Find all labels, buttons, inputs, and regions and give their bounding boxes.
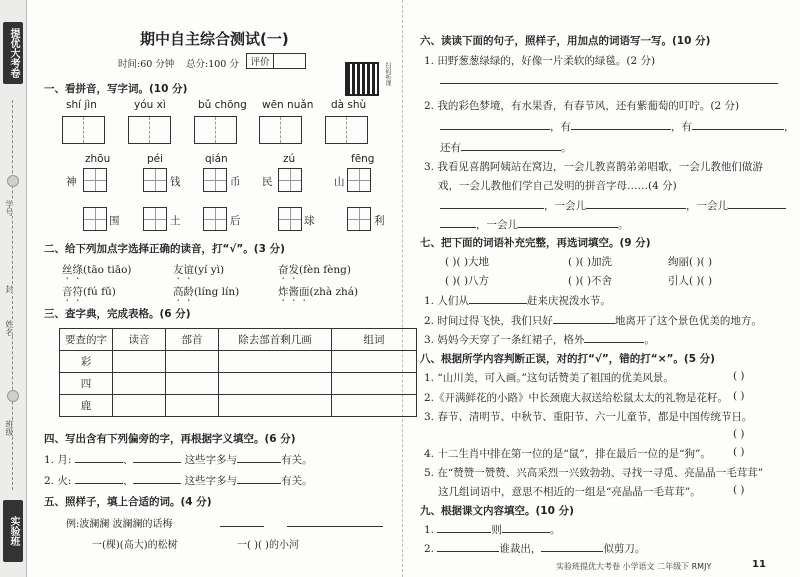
judge-item: 3. 春节、清明节、中秋节、重阳节、六一儿童节，都是中国传统节日。 <box>424 411 753 423</box>
table-row <box>60 395 417 417</box>
item-text: 。 <box>549 524 561 536</box>
choice-options: (líng lín) <box>194 286 240 298</box>
recite-item <box>424 522 560 537</box>
answer-cell[interactable] <box>219 395 332 417</box>
choice-word: 友谊 <box>173 264 194 276</box>
fill-line-4 <box>440 217 629 232</box>
radical-char: 利 <box>374 215 385 227</box>
column-header: 部首 <box>166 329 219 351</box>
item-end: 有关。 <box>281 454 313 466</box>
pinyin: shí jìn <box>66 99 97 111</box>
label-cut: 封 <box>5 285 14 293</box>
char-box[interactable] <box>347 207 371 231</box>
answer-cell[interactable] <box>166 373 219 395</box>
pinyin: bǔ chōng <box>198 99 247 111</box>
brand-logo-bottom: 实验班 <box>3 500 23 562</box>
fill-text: 。 <box>618 219 629 231</box>
radical-pinyin: péi <box>147 153 164 165</box>
answer-grid[interactable] <box>259 116 302 144</box>
fill-line-1 <box>440 119 795 134</box>
column-divider <box>402 0 403 577</box>
table-row <box>60 351 417 373</box>
fill-text: ， <box>784 121 795 133</box>
choice-word: 音符 <box>62 286 83 298</box>
item-text: 似剪刀。 <box>603 543 646 555</box>
choice-word: 丝绦 <box>62 264 83 276</box>
radical-char: 围 <box>109 215 120 227</box>
char-box[interactable] <box>83 207 107 231</box>
item-text: 地离开了这个景色优美的地方。 <box>614 315 762 327</box>
answer-grid[interactable] <box>62 116 105 144</box>
pinyin-choice[interactable] <box>62 284 116 304</box>
answer-blank[interactable] <box>469 303 527 304</box>
item-text: 1. 人们从 <box>424 295 469 307</box>
judge-item: 5. 在“赞赞一赞赞、兴高采烈一兴致勃勃、寻找一寻觅、亮晶晶一毛茸茸” <box>424 467 764 479</box>
time-label: 时间:60 分钟 <box>118 59 175 70</box>
idiom-fill[interactable]: ( )( )加洗 <box>568 256 613 268</box>
answer-cell[interactable] <box>113 373 166 395</box>
answer-blank[interactable] <box>437 532 491 533</box>
answer-grid[interactable] <box>325 116 368 144</box>
radical-char: 球 <box>304 215 315 227</box>
judge-item: 4. 十二生肖中排在第一位的是“鼠”，排在最后一位的是“狗”。 <box>424 448 711 460</box>
radical-pinyin: qián <box>205 153 228 165</box>
column-header: 除去部首剩几画 <box>219 329 332 351</box>
answer-blank[interactable] <box>440 129 550 130</box>
answer-blank[interactable] <box>586 208 686 209</box>
judge-answer[interactable]: ( ) <box>733 446 745 458</box>
pinyin-choice[interactable] <box>278 262 351 282</box>
item-end: 有关。 <box>281 475 313 487</box>
item-text: 则 <box>491 524 502 536</box>
char-box[interactable] <box>203 168 227 192</box>
radical-char: 后 <box>230 215 241 227</box>
radical-char: 山 <box>334 176 345 188</box>
choose-item <box>424 293 611 308</box>
answer-blank[interactable] <box>220 526 264 527</box>
section-6-heading: 六、读读下面的句子，照样子，用加点的词语写一写。(10 分) <box>420 35 711 47</box>
pinyin-choice[interactable] <box>62 262 132 282</box>
item-text: 谁裁出， <box>499 543 542 555</box>
answer-cell[interactable] <box>166 395 219 417</box>
answer-blank[interactable] <box>75 462 123 463</box>
answer-blank[interactable] <box>461 150 561 151</box>
radical-char: 钱 <box>170 176 181 188</box>
answer-blank[interactable] <box>518 227 618 228</box>
item-mid: 这些字多与 <box>184 475 238 487</box>
section-1-heading: 一、看拼音，写字词。(10 分) <box>44 83 188 95</box>
answer-blank[interactable] <box>237 483 281 484</box>
recite-item <box>424 541 645 556</box>
sentence-2: 2. 我的彩色梦境，有水果香，有春节风，还有紫葡萄的叮咛。(2 分) <box>424 100 740 112</box>
answer-cell[interactable] <box>332 395 417 417</box>
sentence-3: 3. 我看见喜鹊阿姨站在窝边，一会儿教喜鹊弟弟唱歌，一会儿教他们做游 <box>424 161 763 173</box>
fill-text: ，有 <box>550 121 571 133</box>
judge-answer[interactable]: ( ) <box>733 390 745 402</box>
radical-pinyin: fēng <box>351 153 375 165</box>
answer-blank[interactable] <box>133 462 181 463</box>
item-text: 。 <box>644 334 655 346</box>
fill-line-2: 还有 。 <box>440 142 572 154</box>
judge-item: 2.《开满鲜花的小路》中长颈鹿大叔送给松鼠太太的礼物是花籽。 <box>424 392 729 404</box>
answer-cell[interactable] <box>166 351 219 373</box>
pinyin-choice[interactable] <box>278 284 358 304</box>
idiom-fill[interactable]: 引人( )( ) <box>668 275 713 287</box>
answer-blank[interactable] <box>571 129 671 130</box>
item-mid: 这些字多与 <box>184 454 238 466</box>
fill-line-3 <box>440 198 786 213</box>
answer-blank[interactable] <box>584 342 644 343</box>
judge-answer[interactable]: ( ) <box>733 370 745 382</box>
item-num: 1. 月: <box>44 454 72 466</box>
answer-cell[interactable] <box>332 351 417 373</box>
qr-code[interactable] <box>345 62 379 96</box>
column-header: 组词 <box>332 329 417 351</box>
fill-text: 还有 <box>440 142 461 154</box>
sentence-3-cont: 戏，一会儿教他们学自己发明的拼音字母……(4 分) <box>438 180 677 192</box>
char-box[interactable] <box>203 207 227 231</box>
score-label: 总分:100 分 <box>186 59 239 70</box>
fill-item[interactable]: 一( )( )的小河 <box>237 540 299 551</box>
fill-text: ，有 <box>671 121 692 133</box>
row-char: 鹿 <box>60 395 113 417</box>
idiom-fill[interactable]: ( )( )八方 <box>445 275 490 287</box>
answer-line[interactable] <box>440 83 778 84</box>
choice-options: (fú fǔ) <box>83 286 116 298</box>
answer-cell[interactable] <box>219 373 332 395</box>
choose-item <box>424 313 762 328</box>
answer-blank[interactable] <box>440 227 476 228</box>
answer-blank[interactable] <box>553 323 615 324</box>
binding-hole <box>7 390 19 402</box>
item-text: 赶来庆祝泼水节。 <box>526 295 611 307</box>
column-header: 要查的字 <box>60 329 113 351</box>
idiom-fill[interactable]: ( )( )大地 <box>445 256 490 268</box>
answer-cell[interactable] <box>113 351 166 373</box>
radical-char: 币 <box>230 176 241 188</box>
radical-char: 神 <box>66 176 77 188</box>
page-number: 11 <box>752 559 766 570</box>
char-box[interactable] <box>143 207 167 231</box>
choice-word: 奋发 <box>278 264 299 276</box>
radical-char: 土 <box>170 215 181 227</box>
radical-fill-item: 1. 月: 、 这些字多与 有关。 <box>44 454 313 466</box>
choice-options: (tāo tiāo) <box>83 264 132 276</box>
page-title: 期中自主综合测试(一) <box>140 30 289 48</box>
item-num: 2. 火: <box>44 475 72 487</box>
judge-item-cont: 这几组词语中，意思不相近的一组是“亮晶晶一毛茸茸”。 <box>438 486 701 498</box>
column-header: 读音 <box>113 329 166 351</box>
section-5-heading: 五、照样子，填上合适的词。(4 分) <box>44 496 212 508</box>
radical-char: 民 <box>262 176 273 188</box>
answer-blank[interactable] <box>287 526 383 527</box>
pinyin: dà shù <box>331 99 367 111</box>
item-num: 2. <box>424 543 435 555</box>
dictionary-table <box>59 328 417 417</box>
brand-logo-top: 提优大考卷 <box>3 22 23 84</box>
example-item: 一(棵)(高大)的松树 <box>92 540 178 551</box>
radical-pinyin: zhōu <box>85 153 111 165</box>
answer-cell[interactable] <box>219 351 332 373</box>
sentence-1: 1. 田野葱葱绿绿的，好像一片柔软的绿毯。(2 分) <box>424 55 656 67</box>
item-num: 1. <box>424 524 435 536</box>
answer-blank[interactable] <box>237 462 281 463</box>
fill-text: ，一会儿 <box>544 200 586 212</box>
answer-blank[interactable] <box>728 208 786 209</box>
section-8-heading: 八、根据所学内容判断正误，对的打“√”，错的打“×”。(5 分) <box>420 353 715 365</box>
idiom-fill[interactable]: 绚丽( )( ) <box>668 256 713 268</box>
grade-box <box>246 53 306 69</box>
choice-word: 高龄 <box>173 286 194 298</box>
choose-item <box>424 332 655 347</box>
radical-pinyin: zú <box>283 153 296 165</box>
fill-text: ，一会儿 <box>476 219 518 231</box>
label-student-id: 学号 <box>5 200 14 216</box>
section-3-heading: 三、查字典，完成表格。(6 分) <box>44 308 191 320</box>
fill-text: ，一会儿 <box>686 200 728 212</box>
item-text: 2. 时间过得飞快，我们只好 <box>424 315 553 327</box>
grade-label: 评价 <box>247 54 274 68</box>
label-class: 班级 <box>5 420 14 436</box>
section-2-heading: 二、给下列加点字选择正确的读音，打“√”。(3 分) <box>44 243 285 255</box>
choice-options: (zhà zhá) <box>309 286 359 298</box>
answer-blank[interactable] <box>440 208 544 209</box>
table-row <box>60 373 417 395</box>
char-box[interactable] <box>347 168 371 192</box>
answer-blank[interactable] <box>133 483 181 484</box>
pinyin-choice[interactable] <box>173 284 239 304</box>
radical-fill-item: 2. 火: 、 这些字多与 有关。 <box>44 475 313 487</box>
answer-blank[interactable] <box>541 551 603 552</box>
table-header-row <box>60 329 417 351</box>
row-char: 彩 <box>60 351 113 373</box>
judge-answer[interactable]: ( ) <box>733 428 745 440</box>
row-char: 四 <box>60 373 113 395</box>
answer-blank[interactable] <box>692 129 784 130</box>
answer-blank[interactable] <box>502 532 550 533</box>
section-7-heading: 七、把下面的词语补充完整，再选词填空。(9 分) <box>420 237 651 249</box>
choice-options: (fèn fèng) <box>299 264 351 276</box>
answer-grid[interactable] <box>128 116 171 144</box>
section-9-heading: 九、根据课文内容填空。(10 分) <box>420 505 574 517</box>
answer-blank[interactable] <box>75 483 123 484</box>
example-text: 例:波澜澜 波澜澜的话梅 <box>66 519 173 530</box>
qr-caption: 扫码听课 <box>384 62 391 86</box>
choice-options: (yí yì) <box>194 264 225 276</box>
pinyin: yóu xì <box>134 99 166 111</box>
binding-hole <box>7 175 19 187</box>
choice-word: 炸酱面 <box>278 286 310 298</box>
section-4-heading: 四、写出含有下列偏旁的字，再根据字义填空。(6 分) <box>44 433 296 445</box>
char-box[interactable] <box>83 168 107 192</box>
judge-answer[interactable]: ( ) <box>733 484 745 496</box>
answer-blank[interactable] <box>437 551 499 552</box>
char-box[interactable] <box>278 207 302 231</box>
item-text: 3. 妈妈今天穿了一条红裙子，格外 <box>424 334 585 346</box>
char-box[interactable] <box>143 168 167 192</box>
footer-text: 实验班提优大考卷 小学语文 二年级下 RMJY <box>556 562 712 571</box>
answer-cell[interactable] <box>113 395 166 417</box>
pinyin: wēn nuǎn <box>262 99 314 111</box>
judge-item: 1. “山川美，可入画。”这句话赞美了祖国的优美风景。 <box>424 372 674 384</box>
answer-grid[interactable] <box>194 116 237 144</box>
idiom-fill[interactable]: ( )( )不舍 <box>568 275 613 287</box>
char-box[interactable] <box>278 168 302 192</box>
answer-cell[interactable] <box>332 373 417 395</box>
label-name: 姓名 <box>5 320 14 336</box>
pinyin-choice[interactable] <box>173 262 224 282</box>
